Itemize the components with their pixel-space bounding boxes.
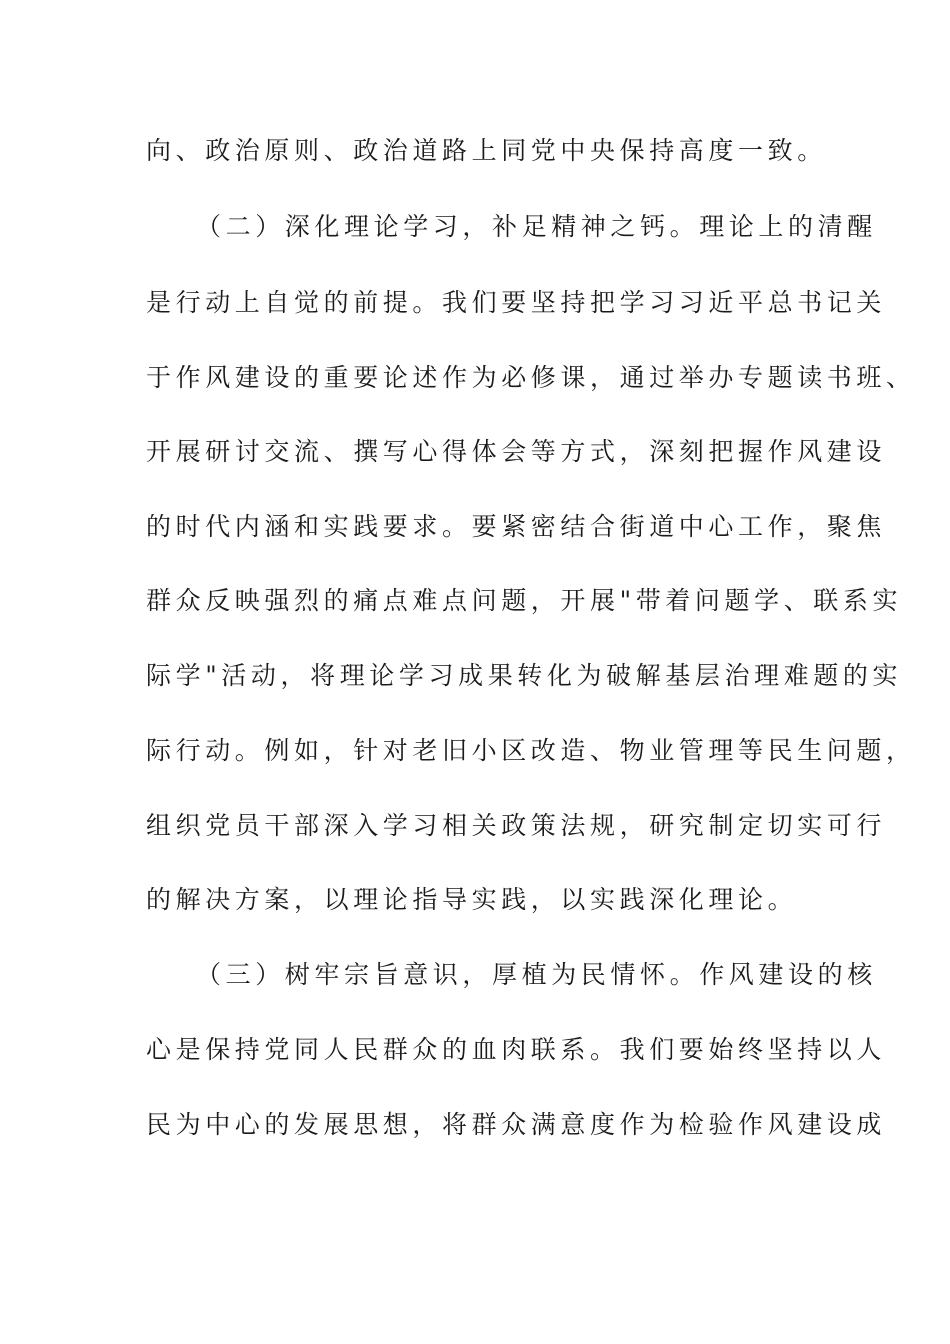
section-heading-3: （三）树牢宗旨意识，厚植为民情怀。作风建设的核: [196, 960, 877, 989]
text-line-11: 的解决方案，以理论指导实践，以实践深化理论。: [146, 885, 798, 914]
text-line-4: 于作风建设的重要论述作为必修课，通过举办专题读书班、: [146, 363, 916, 392]
text-line-7: 群众反映强烈的痛点难点问题，开展"带着问题学、联系实: [146, 586, 903, 615]
text-line-6: 的时代内涵和实践要求。要紧密结合街道中心工作，聚焦: [146, 512, 887, 541]
text-line-9: 际行动。例如，针对老旧小区改造、物业管理等民生问题，: [146, 736, 916, 765]
text-line-10: 组织党员干部深入学习相关政策法规，研究制定切实可行: [146, 811, 887, 840]
text-line-1: 向、政治原则、政治道路上同党中央保持高度一致。: [146, 136, 827, 165]
text-line-3: 是行动上自觉的前提。我们要坚持把学习习近平总书记关: [146, 288, 887, 317]
text-line-5: 开展研讨交流、撰写心得体会等方式，深刻把握作风建设: [146, 437, 887, 466]
section-heading-2: （二）深化理论学习，补足精神之钙。理论上的清醒: [196, 212, 877, 241]
text-line-14: 民为中心的发展思想，将群众满意度作为检验作风建设成: [146, 1110, 887, 1139]
text-line-8: 际学"活动，将理论学习成果转化为破解基层治理难题的实: [146, 661, 903, 690]
text-line-13: 心是保持党同人民群众的血肉联系。我们要始终坚持以人: [146, 1035, 887, 1064]
